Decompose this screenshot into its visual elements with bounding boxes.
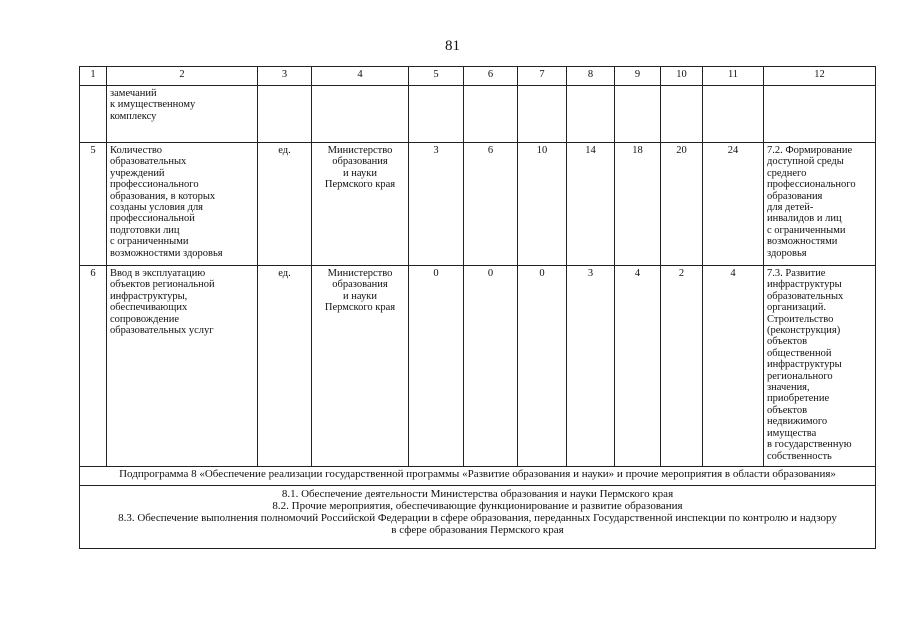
header-cell: 3 [258, 67, 312, 86]
header-cell: 2 [107, 67, 258, 86]
header-cell: 8 [567, 67, 615, 86]
value-cell: 0 [464, 266, 518, 467]
unit: ед. [258, 143, 312, 266]
indicator-name: Количество образовательных учреждений профессионального образования, в которых созданы условия для профессиональной подготовки лиц с ограниченными возможностями здоровья [107, 143, 258, 266]
table-row [80, 86, 876, 143]
task-line: 8.2. Прочие мероприятия, обеспечивающие функционирование и развитие образования [272, 500, 683, 512]
value-cell: 4 [615, 266, 661, 467]
value-cell: 0 [518, 266, 567, 467]
value-cell: 0 [409, 266, 464, 467]
value-cell: 6 [464, 143, 518, 266]
indicator-name: замечаний к имущественному комплексу [107, 86, 258, 143]
header-cell: 11 [703, 67, 764, 86]
subprogram-title: Подпрограмма 8 «Обеспечение реализации государственной программы «Развитие образования и науки» и прочие мероприятия в области образования» [80, 467, 876, 486]
header-cell: 12 [764, 67, 876, 86]
page-number: 81 [445, 38, 460, 54]
responsible-ministry: Министерство образования и науки Пермского края [312, 266, 409, 467]
tasks-cell [80, 486, 876, 549]
goal-text: 7.2. Формирование доступной среды среднего профессионального образования для детей- инвалидов и лиц с ограниченными возможностями здоровья [764, 143, 876, 266]
goal-text: 7.3. Развитие инфраструктуры образовательных организаций. Строительство (реконструкция) объектов общественной инфраструктуры регионального значения, приобретение объектов недвижимого имущества в государственную собственность [764, 266, 876, 467]
row-number: 5 [80, 143, 107, 266]
value-cell: 3 [409, 143, 464, 266]
responsible-ministry: Министерство образования и науки Пермского края [312, 143, 409, 266]
value-cell: 20 [661, 143, 703, 266]
header-cell: 1 [80, 67, 107, 86]
unit: ед. [258, 266, 312, 467]
header-row [80, 67, 876, 86]
header-cell: 6 [464, 67, 518, 86]
value-cell: 4 [703, 266, 764, 467]
tasks-row [80, 486, 876, 549]
value-cell: 10 [518, 143, 567, 266]
header-cell: 5 [409, 67, 464, 86]
task-line: 8.3. Обеспечение выполнения полномочий Российской Федерации в сфере образования, переданных Государственной инспекции по контролю и надзору [118, 512, 837, 524]
subprogram-row [80, 467, 876, 486]
header-cell: 10 [661, 67, 703, 86]
indicator-name: Ввод в эксплуатацию объектов региональной инфраструктуры, обеспечивающих сопровождение образовательных услуг [107, 266, 258, 467]
task-line: в сфере образования Пермского края [391, 524, 564, 536]
header-cell: 4 [312, 67, 409, 86]
value-cell: 18 [615, 143, 661, 266]
value-cell: 2 [661, 266, 703, 467]
value-cell: 3 [567, 266, 615, 467]
header-cell: 7 [518, 67, 567, 86]
value-cell: 24 [703, 143, 764, 266]
indicators-table [79, 66, 876, 549]
table-row [80, 143, 876, 266]
header-cell: 9 [615, 67, 661, 86]
table-row [80, 266, 876, 467]
value-cell: 14 [567, 143, 615, 266]
row-number: 6 [80, 266, 107, 467]
task-line: 8.1. Обеспечение деятельности Министерства образования и науки Пермского края [281, 488, 674, 500]
